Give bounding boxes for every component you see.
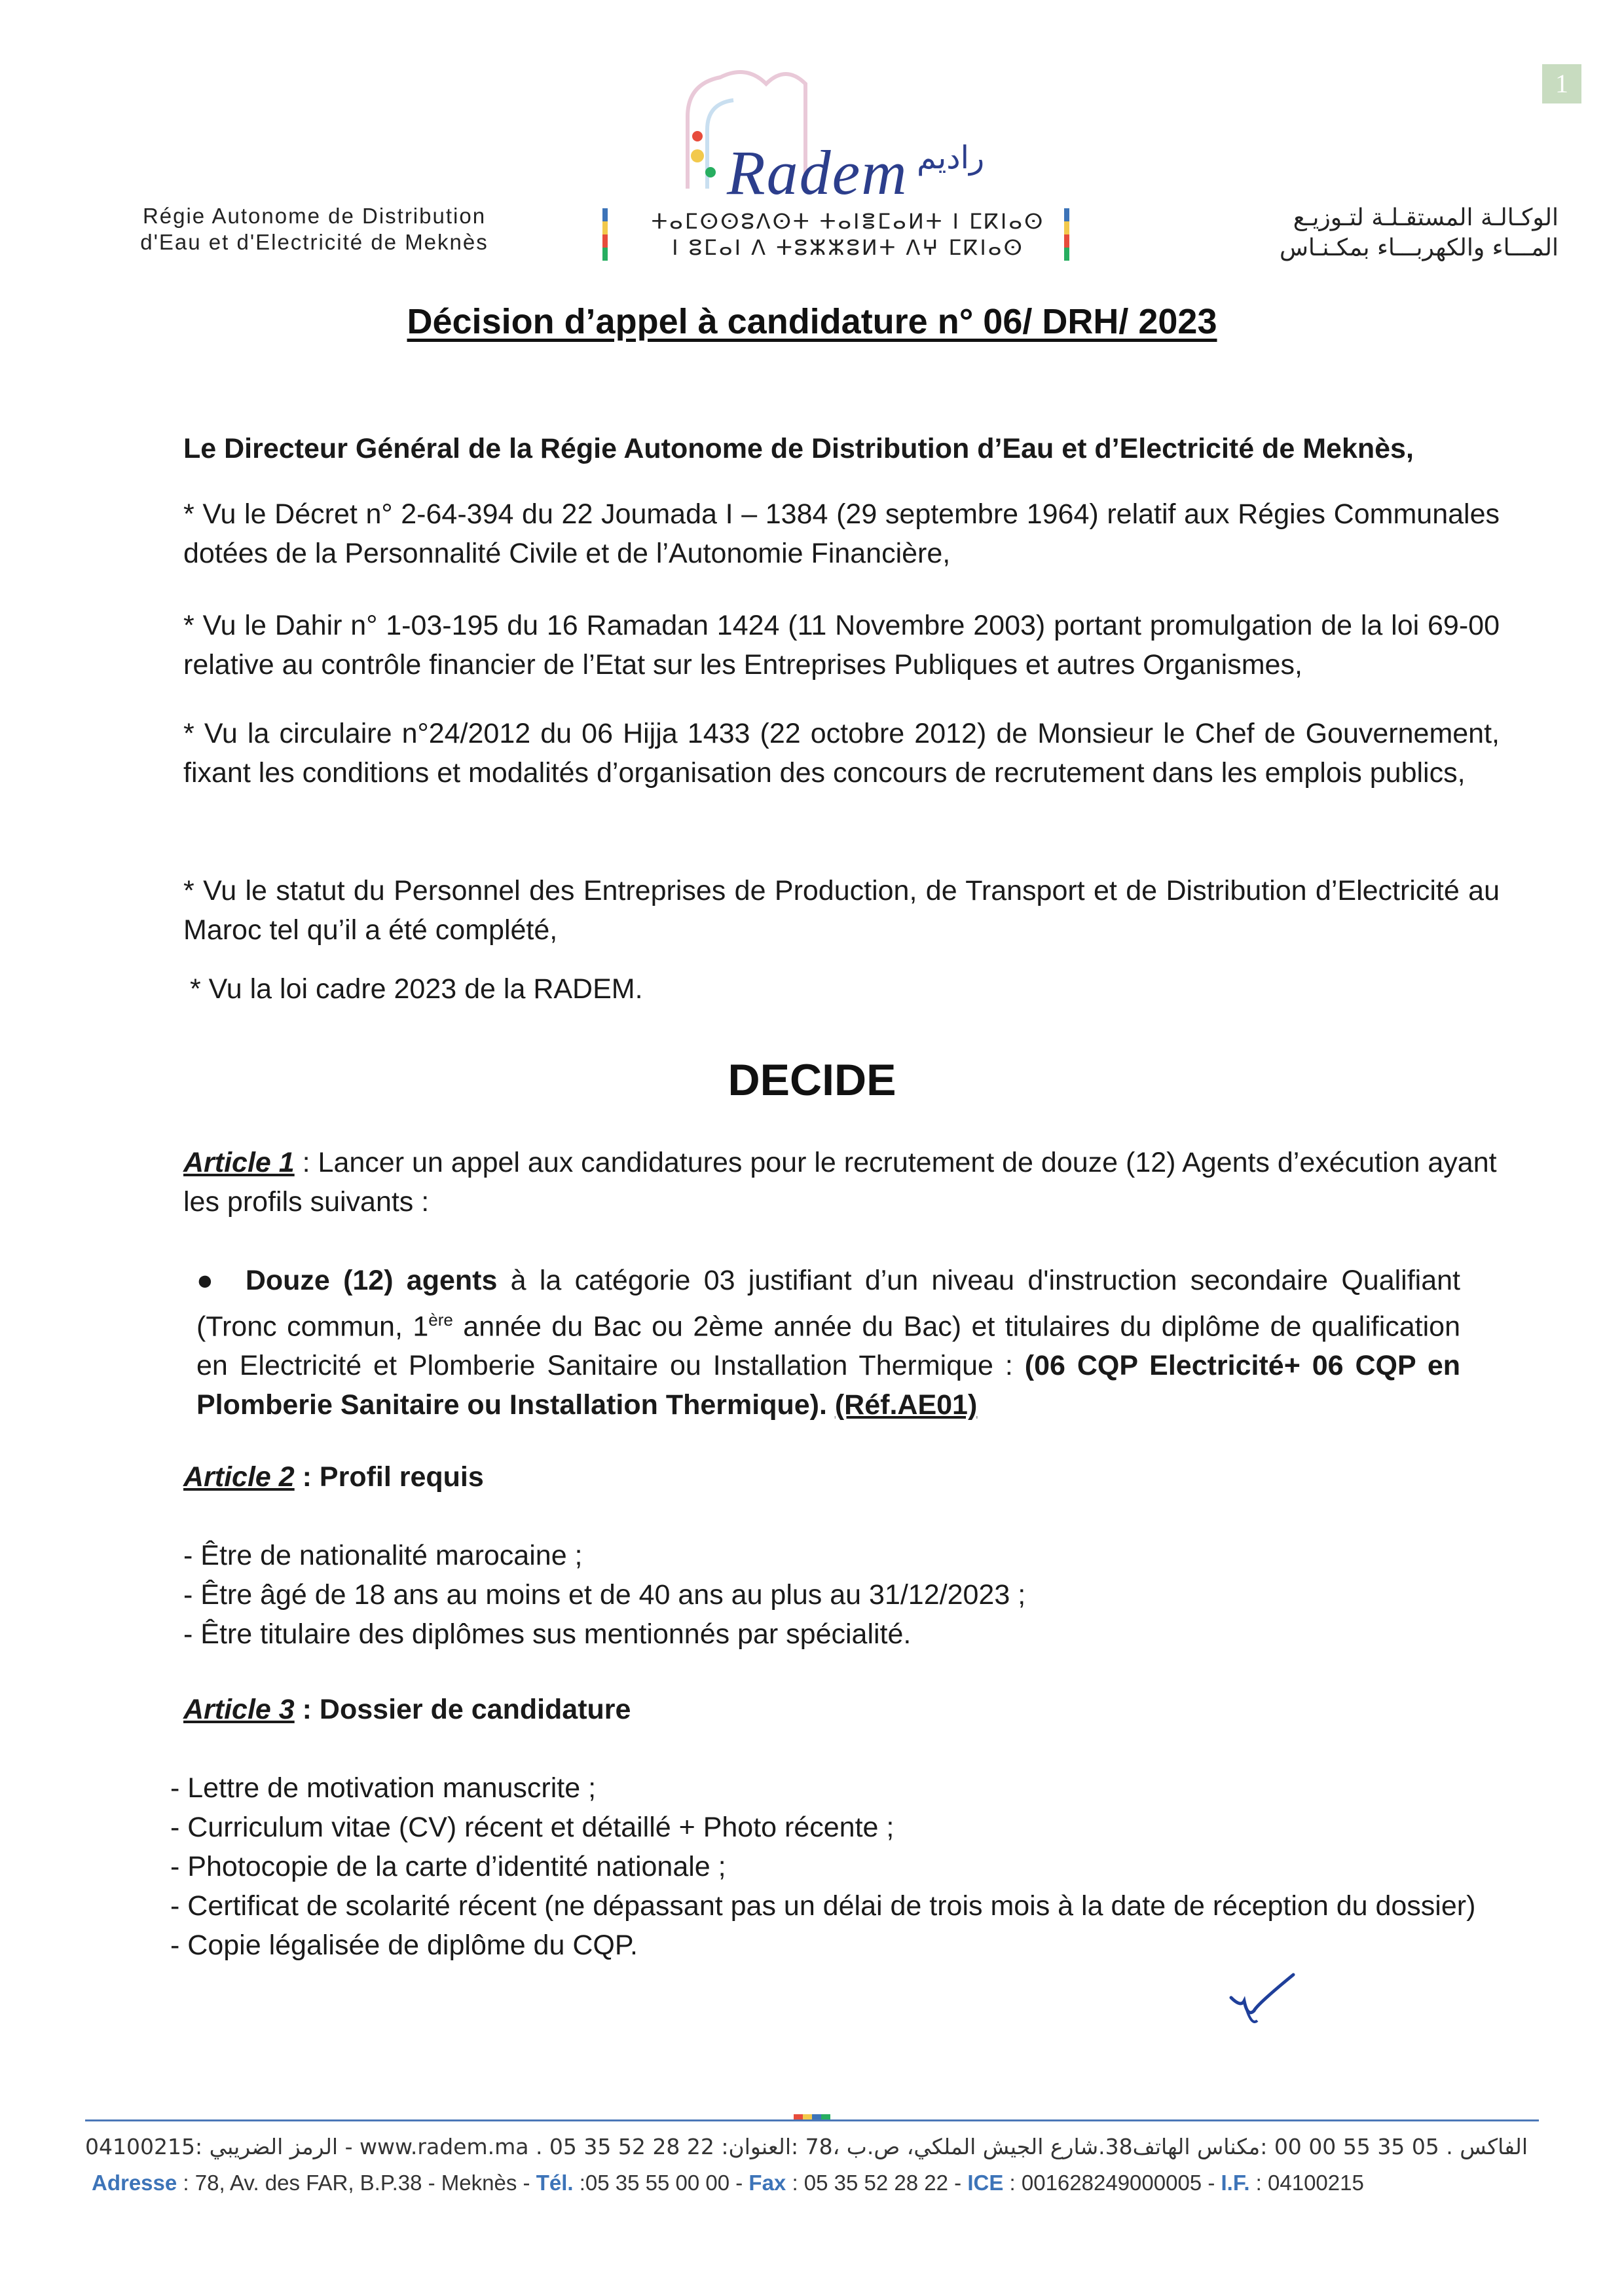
article-2-list <box>183 1536 1500 1654</box>
bullet-bold-2: (06 CQP Electricité+ 06 CQP en Plomberie Sanitaire ou Installation Thermique). <box>196 1350 1460 1421</box>
footer-fax-label: Fax <box>748 2171 786 2195</box>
list-item: - Lettre de motivation manuscrite ; <box>170 1772 597 1804</box>
header-arabic-line1: الوكـالـة المستقـلـة لتـوزيـع <box>1293 204 1559 231</box>
consideration-3: * Vu la circulaire n°24/2012 du 06 Hijja 1433 (22 octobre 2012) de Monsieur le Chef de Gouvernement, fixant les conditions et modalités d’organisation des concours de recrutement dans les emplois publics, <box>183 718 1500 789</box>
list-item: - Certificat de scolarité récent (ne dépassant pas un délai de trois mois à la date de réception du dossier) <box>170 1890 1476 1922</box>
page-number-badge: 1 <box>1542 64 1581 103</box>
header-tifinagh-line2: ⵏ ⵓⵎⴰⵏ ⴷ ⵜⵓⵣⵣⵓⵍⵜ ⴷⵖ ⵎⴽⵏⴰⵙ <box>672 235 1024 260</box>
footer-ice-label: ICE <box>967 2171 1004 2195</box>
article-3-label: Article 3 <box>183 1694 295 1725</box>
logo-arabic: راديم <box>917 140 985 176</box>
decide-heading: DECIDE <box>728 1055 896 1105</box>
footer-tel-label: Tél. <box>536 2171 574 2195</box>
consideration-2: * Vu le Dahir n° 1-03-195 du 16 Ramadan 1424 (11 Novembre 2003) portant promulgation de la loi 69-00 relative au contrôle financier de l’Etat sur les Entreprises Publiques et autres Organismes, <box>183 610 1500 681</box>
article-1-label: Article 1 <box>183 1147 295 1178</box>
document-title: Décision d’appel à candidature n° 06/ DRH/ 2023 <box>407 302 1217 341</box>
footer-arabic: 04100215: الرمز الضريبي - www.radem.ma . 05 35 52 28 22 :الفاكس . 05 35 55 00 00 :مكناس الهاتف38.شارع الجيش الملكي، ص.ب ،78 :العنوان <box>85 2134 1528 2159</box>
list-item: - Copie légalisée de diplôme du CQP. <box>170 1930 638 1961</box>
article-1 <box>183 1143 1500 1222</box>
footer-divider <box>85 2119 1539 2121</box>
consideration-1: * Vu le Décret n° 2-64-394 du 22 Joumada I – 1384 (29 septembre 1964) relatif aux Régies Communales dotées de la Personnalité Civile et de l’Autonomie Financière, <box>183 498 1500 569</box>
bullet-bold: Douze (12) agents <box>245 1265 498 1296</box>
list-item: - Être âgé de 18 ans au moins et de 40 ans au plus au 31/12/2023 ; <box>183 1579 1026 1611</box>
header-color-bar <box>602 208 608 261</box>
footer-tel-value: :05 35 55 00 00 - <box>573 2171 749 2195</box>
header-french <box>79 203 550 255</box>
radem-logo <box>648 58 1015 208</box>
footer-if-label: I.F. <box>1221 2171 1250 2195</box>
bullet-sup: ère <box>428 1310 453 1330</box>
bullet-icon: ● <box>196 1265 246 1296</box>
article-2-heading: : Profil requis <box>294 1461 484 1493</box>
consideration-5: * Vu la loi cadre 2023 de la RADEM. <box>190 973 643 1005</box>
bullet-text-1: à la catégorie 03 justifiant d’un niveau d'instruction secondaire Qualifiant (Tronc commun, 1 <box>196 1265 1460 1343</box>
consideration-4: * Vu le statut du Personnel des Entreprises de Production, de Transport et de Distribution d’Electricité au Maroc tel qu’il a été complété, <box>183 875 1500 946</box>
footer-color-dots <box>794 2114 830 2119</box>
footer-adresse-value: : 78, Av. des FAR, B.P.38 - Meknès - <box>177 2171 536 2195</box>
article-3-heading: : Dossier de candidature <box>294 1694 631 1725</box>
article-3-list <box>170 1768 1578 1965</box>
header-french-line1: Régie Autonome de Distribution <box>142 204 487 228</box>
article-1-bullet <box>196 1261 1460 1425</box>
list-item: - Photocopie de la carte d’identité nationale ; <box>170 1851 726 1882</box>
header-arabic-line2: المـــاء والكهربـــاء بمكـنـاس <box>1279 234 1559 261</box>
header-tifinagh <box>645 208 1051 261</box>
list-item: - Être titulaire des diplômes sus mentionnés par spécialité. <box>183 1618 912 1650</box>
list-item: - Curriculum vitae (CV) récent et détaillé + Photo récente ; <box>170 1812 895 1843</box>
article-2-label: Article 2 <box>183 1461 295 1493</box>
bullet-text-2: année du Bac ou 2ème année du Bac) et titulaires du diplôme de qualification en Electricité et Plomberie Sanitaire ou Installation Thermique : <box>196 1311 1460 1382</box>
footer-adresse-label: Adresse <box>92 2171 177 2195</box>
footer-if-value: : 04100215 <box>1249 2171 1364 2195</box>
list-item: - Être de nationalité marocaine ; <box>183 1540 583 1571</box>
logo-wordmark: Radem <box>727 138 908 208</box>
article-3 <box>183 1690 1500 1729</box>
header-tifinagh-line1: ⵜⴰⵎⵙⵙⵓⴷⵙⵜ ⵜⴰⵏⴻⵎⴰⵍⵜ ⵏ ⵎⴽⵏⴰⵙ <box>651 209 1045 234</box>
footer-ice-value: : 001628249000005 - <box>1003 2171 1221 2195</box>
header-color-bar <box>1064 208 1069 261</box>
header-french-line2: d'Eau et d'Electricité de Meknès <box>140 230 489 254</box>
bullet-reference: (Réf.AE01) <box>834 1389 978 1421</box>
director-line: Le Directeur Général de la Régie Autonome de Distribution d’Eau et d’Electricité de Meknès, <box>183 433 1414 464</box>
signature-mark-icon <box>1225 1971 1297 2030</box>
header-arabic <box>1113 203 1559 263</box>
footer-fax-value: : 05 35 52 28 22 - <box>786 2171 968 2195</box>
article-1-text: : Lancer un appel aux candidatures pour le recrutement de douze (12) Agents d’exécution ayant les profils suivants : <box>183 1147 1497 1218</box>
article-2 <box>183 1457 1500 1497</box>
footer-french <box>92 2168 1545 2198</box>
